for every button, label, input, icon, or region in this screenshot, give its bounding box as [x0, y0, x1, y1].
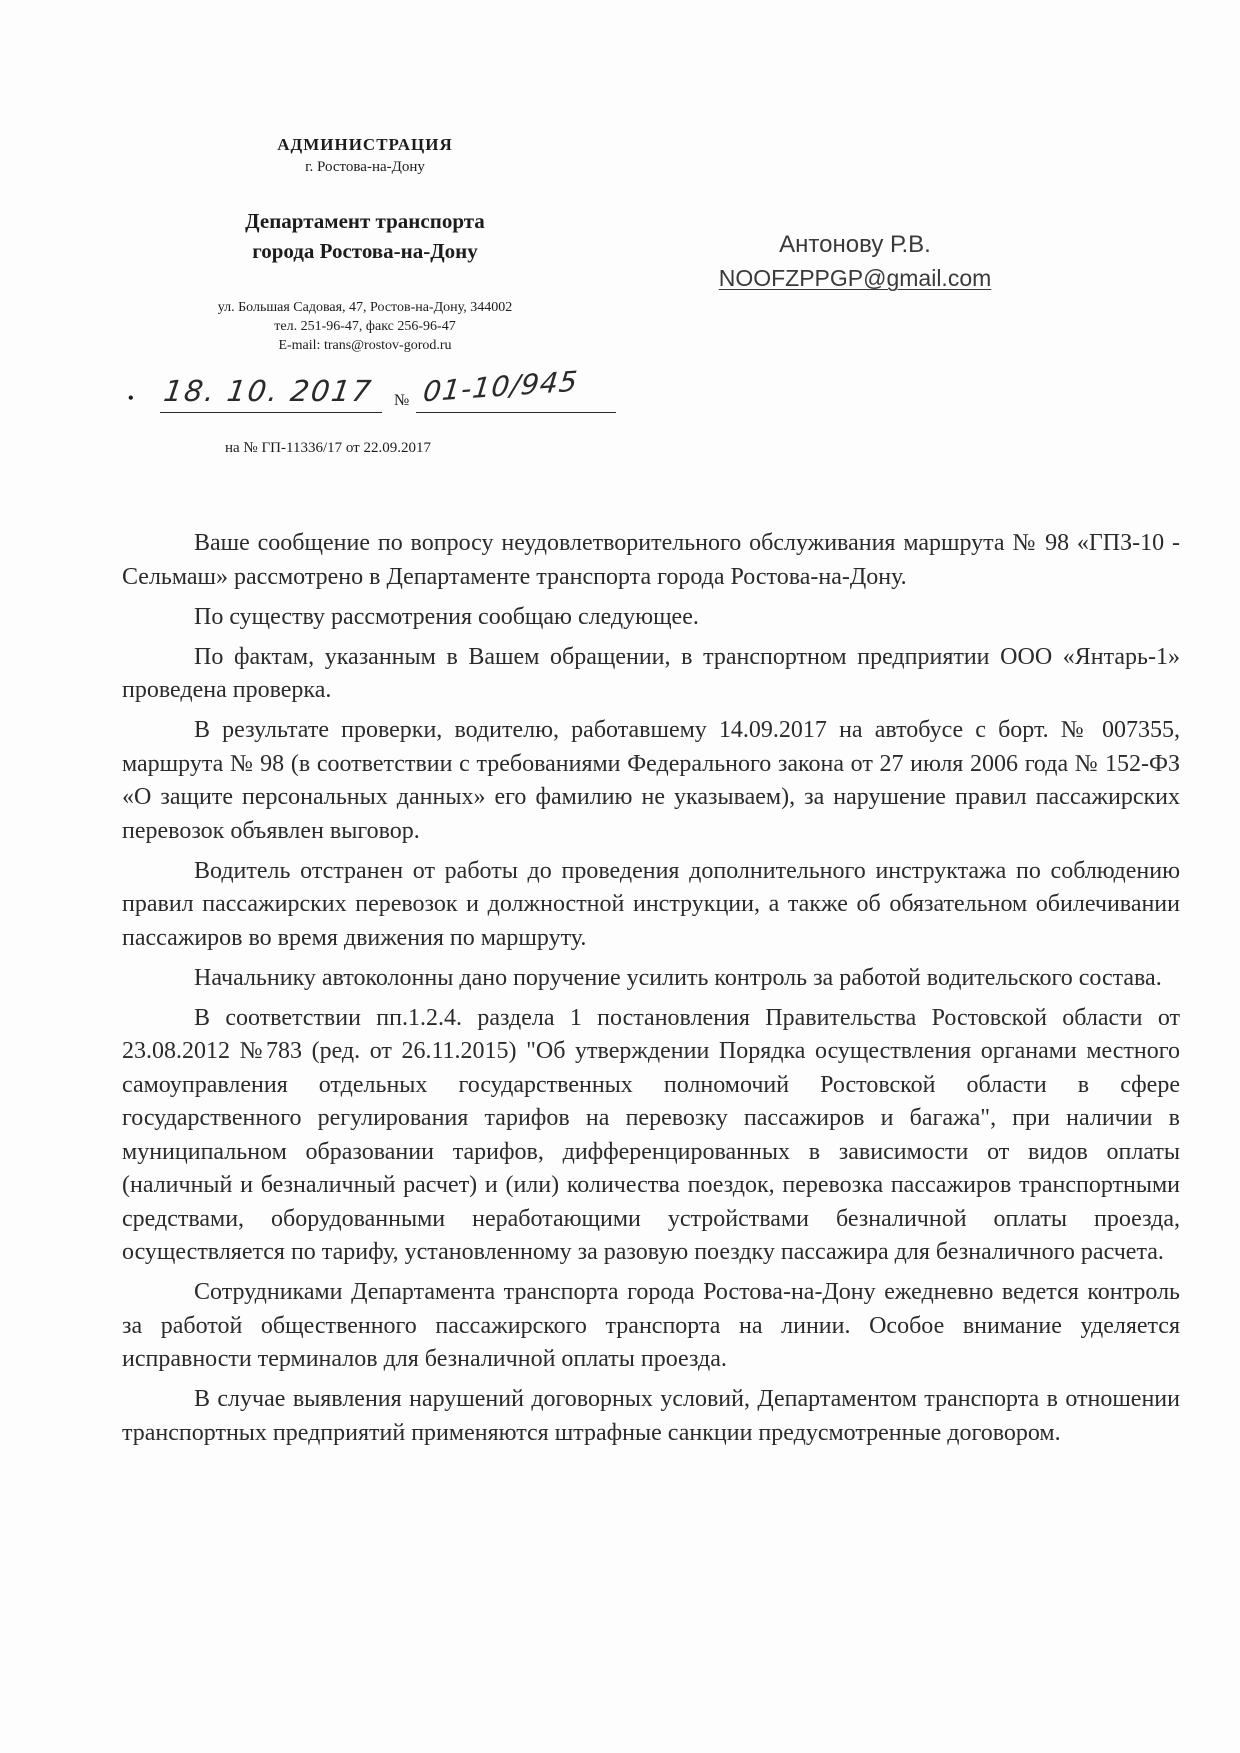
body-paragraph: В соответствии пп.1.2.4. раздела 1 постановления Правительства Ростовской области от 23.08.2012 №783 (ред. от 26.11.2015) "Об утверждении Порядка осуществления органами местного самоуправления отдельных государственных полномочий Ростовской области в сфере государственного регулирования тарифов на перевозку пассажиров и багажа", при наличии в муниципальном образовании тарифов, дифференцированных в зависимости от видов оплаты (наличный и безналичный расчет) и (или) количества поездок, перевозка пассажиров транспортными средствами, оборудованными неработающими устройствами безналичной оплаты проезда, осуществляется по тарифу, установленному за разовую поездку пассажира для безналичного расчета. — [122, 1004, 1180, 1265]
registration-date-underline — [160, 412, 382, 413]
body-paragraph: В случае выявления нарушений договорных условий, Департаментом транспорта в отношении транспортных предприятий применяются штрафные санкции предусмотренные договором. — [122, 1386, 1180, 1446]
body-paragraph: Ваше сообщение по вопросу неудовлетворительного обслуживания маршрута № 98 «ГПЗ-10 - Сельмаш» рассмотрено в Департаменте транспорта города Ростова-на-Дону. — [122, 530, 1180, 590]
registration-mark: • — [128, 390, 134, 407]
letterhead-city: г. Ростова-на-Дону — [305, 159, 425, 175]
letterhead-address: ул. Большая Садовая, 47, Ростов-на-Дону, 344002 — [217, 300, 513, 315]
registration-number-underline — [416, 412, 616, 413]
addressee-email: NOOFZPPGP@gmail.com — [718, 265, 992, 291]
in-reply-to: на № ГП-11336/17 от 22.09.2017 — [225, 440, 431, 456]
letterhead-administration: АДМИНИСТРАЦИЯ — [277, 135, 453, 154]
registration-date-handwritten: 18. 10. 2017 — [161, 374, 375, 408]
body-paragraph: По фактам, указанным в Вашем обращении, в транспортном предприятии ООО «Янтарь-1» проведена проверка. — [122, 643, 1180, 703]
body-paragraph: Начальнику автоколонны дано поручение усилить контроль за работой водительского состава. — [194, 964, 1162, 991]
letterhead-phone-fax: тел. 251-96-47, факс 256-96-47 — [274, 319, 456, 334]
letterhead-email: E-mail: trans@rostov-gorod.ru — [278, 338, 452, 353]
body-paragraph: По существу рассмотрения сообщаю следующее. — [194, 603, 699, 630]
body-paragraph: В результате проверки, водителю, работавшему 14.09.2017 на автобусе с борт. № 007355, маршрута № 98 (в соответствии с требованиями Федерального закона от 27 июля 2006 года № 152-ФЗ «О защите персональных данных» его фамилию не указываем), за нарушение правил пассажирских перевозок объявлен выговор. — [122, 717, 1180, 844]
registration-line — [126, 364, 646, 418]
letterhead-contacts — [120, 298, 610, 355]
addressee-name: Антонову Р.В. — [779, 231, 931, 258]
body-paragraph: Сотрудниками Департамента транспорта города Ростова-на-Дону ежедневно ведется контроль за работой общественного пассажирского транспорта на линии. Особое внимание уделяется исправности терминалов для безналичной оплаты проезда. — [122, 1279, 1180, 1372]
letterhead-department-line2: города Ростова-на-Дону — [252, 239, 478, 263]
addressee — [690, 228, 1020, 294]
registration-number-handwritten: 01-10/945 — [421, 364, 580, 409]
body-paragraph: Водитель отстранен от работы до проведения дополнительного инструктажа по соблюдению правил пассажирских перевозок и должностной инструкции, а также об обязательном обилечивании пассажиров во время движения по маршруту. — [122, 857, 1180, 951]
letterhead — [120, 134, 610, 355]
letter-body — [122, 527, 1180, 1457]
registration-number-label: № — [394, 392, 410, 409]
letterhead-department — [120, 206, 610, 266]
letterhead-department-line1: Департамент транспорта — [245, 209, 485, 233]
